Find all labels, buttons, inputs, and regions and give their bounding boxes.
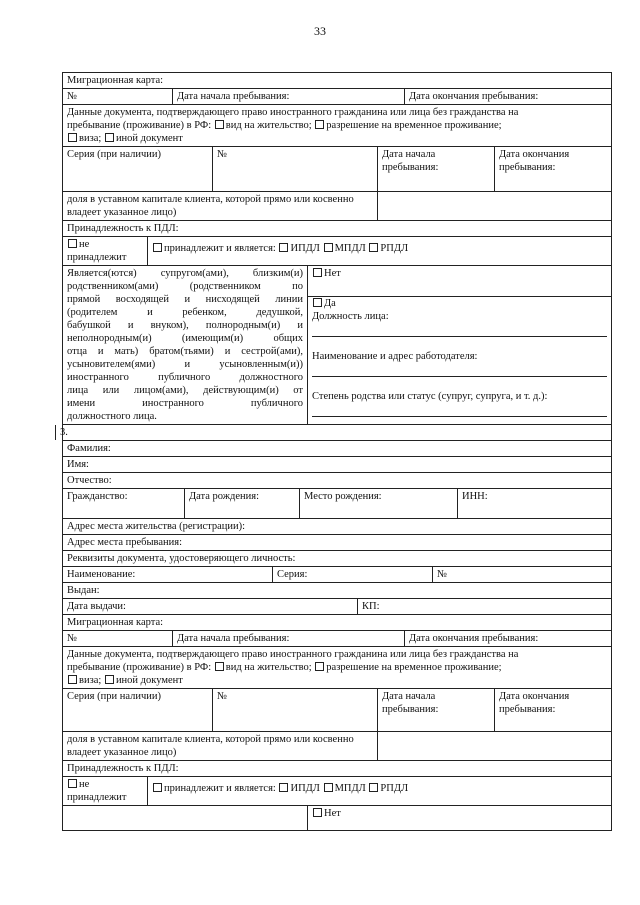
relatives-text-line: родственником(ами) (родственником по bbox=[67, 281, 303, 292]
temp-residence-checkbox[interactable] bbox=[315, 120, 324, 129]
other-doc-label: иной документ bbox=[115, 133, 183, 144]
visa-checkbox[interactable] bbox=[68, 133, 77, 142]
series-number-field-2[interactable]: № bbox=[213, 689, 378, 731]
patronymic-field[interactable]: Отчество: bbox=[63, 473, 612, 488]
relatives-text-line: прямой восходящей и нисходящей линии bbox=[67, 294, 303, 305]
employer-field[interactable] bbox=[312, 363, 607, 377]
inn-field[interactable]: ИНН: bbox=[458, 489, 612, 518]
pdl-not-belongs-label-2: не принадлежит bbox=[67, 779, 127, 803]
pdl-options-row-2 bbox=[62, 776, 612, 805]
visa-label-2: виза; bbox=[79, 675, 102, 686]
relatives-no-label: Нет bbox=[324, 268, 341, 279]
migration-stay-start-field[interactable]: Дата начала пребывания: bbox=[173, 89, 405, 104]
share-capital-label-2: доля в уставном капитале клиента, которой прямо или косвенно владеет указанное лицо) bbox=[63, 732, 378, 760]
birth-place-field[interactable]: Место рождения: bbox=[300, 489, 458, 518]
series-number-field[interactable]: № bbox=[213, 147, 378, 191]
ipdl-label-2: ИПДЛ bbox=[290, 783, 320, 794]
relation-degree-field[interactable] bbox=[312, 403, 607, 417]
ipdl-checkbox-2[interactable] bbox=[279, 783, 288, 792]
series-row bbox=[62, 146, 612, 191]
share-capital-value[interactable] bbox=[378, 192, 612, 220]
relatives-text-line: Является(ются) супругом(ами), близким(и) bbox=[67, 268, 303, 279]
other-doc-checkbox[interactable] bbox=[105, 133, 114, 142]
relatives-yes-checkbox[interactable] bbox=[313, 298, 322, 307]
stay-document-options-2 bbox=[67, 132, 607, 145]
pdl-belongs-label-2: принадлежит и является: bbox=[164, 783, 276, 794]
relatives-question-2 bbox=[63, 806, 308, 830]
doc-series-field[interactable]: Серия: bbox=[273, 567, 433, 582]
migration-stay-end-field[interactable]: Дата окончания пребывания: bbox=[405, 89, 612, 104]
temp-residence-checkbox-2[interactable] bbox=[315, 662, 324, 671]
relatives-no-checkbox-2[interactable] bbox=[313, 808, 322, 817]
residence-permit-checkbox[interactable] bbox=[215, 120, 224, 129]
other-doc-checkbox-2[interactable] bbox=[105, 675, 114, 684]
migration-card-row bbox=[62, 88, 612, 104]
pdl-belongs-checkbox-2[interactable] bbox=[153, 783, 162, 792]
id-doc-label: Реквизиты документа, удостоверяющего личность: bbox=[63, 551, 612, 566]
stay-document-options-2b bbox=[67, 674, 607, 687]
doc-date-start-field-2[interactable]: Дата начала пребывания: bbox=[378, 689, 495, 731]
temp-residence-label-2: разрешение на временное проживание; bbox=[326, 662, 502, 673]
pdl-not-belongs-checkbox-2[interactable] bbox=[68, 779, 77, 788]
relatives-answer bbox=[308, 266, 612, 424]
stay-address-field[interactable]: Адрес места пребывания: bbox=[63, 535, 612, 550]
residence-permit-label-2: вид на жительство; bbox=[225, 662, 312, 673]
rpdl-label: РПДЛ bbox=[380, 243, 409, 254]
pdl-not-belongs-option[interactable] bbox=[63, 237, 148, 265]
employer-label: Наименование и адрес работодателя: bbox=[312, 351, 478, 362]
pdl-not-belongs-checkbox[interactable] bbox=[68, 239, 77, 248]
kp-field[interactable]: КП: bbox=[358, 599, 612, 614]
mpdl-label: МПДЛ bbox=[334, 243, 366, 254]
doc-date-start-field[interactable]: Дата начала пребывания: bbox=[378, 147, 495, 191]
surname-row bbox=[62, 440, 612, 456]
doc-number-field[interactable]: № bbox=[433, 567, 612, 582]
pdl-belongs-option-2 bbox=[148, 777, 612, 805]
migration-card-number-field[interactable]: № bbox=[63, 89, 173, 104]
reg-address-row bbox=[62, 518, 612, 534]
relatives-text-line: должностного лица. bbox=[67, 411, 157, 422]
position-field[interactable] bbox=[312, 323, 607, 337]
stay-document-label-2: Данные документа, подтверждающего право иностранного гражданина или лица без гражданства на bbox=[67, 649, 519, 660]
stay-document-cell-2 bbox=[63, 647, 612, 688]
stay-document-row-2 bbox=[62, 646, 612, 688]
migration-stay-end-field-2[interactable]: Дата окончания пребывания: bbox=[405, 631, 612, 646]
migration-card-header-row-2 bbox=[62, 614, 612, 630]
relation-degree-label: Степень родства или статус (супруг, супруга, и т. д.): bbox=[312, 391, 548, 402]
relatives-text-line: бабушкой и внуком), полнородным(и) и bbox=[67, 320, 303, 331]
issue-date-row bbox=[62, 598, 612, 614]
name-field[interactable]: Имя: bbox=[63, 457, 612, 472]
birth-date-field[interactable]: Дата рождения: bbox=[185, 489, 300, 518]
relatives-row-2 bbox=[62, 805, 612, 831]
ipdl-label: ИПДЛ bbox=[290, 243, 320, 254]
relatives-text-line: лица или лицом(ами), действующим(и) от bbox=[67, 385, 303, 396]
migration-card-label-2: Миграционная карта: bbox=[63, 615, 612, 630]
patronymic-row bbox=[62, 472, 612, 488]
issued-by-row bbox=[62, 582, 612, 598]
residence-permit-label: вид на жительство; bbox=[225, 120, 312, 131]
stay-address-row bbox=[62, 534, 612, 550]
residence-permit-checkbox-2[interactable] bbox=[215, 662, 224, 671]
migration-card-row-2 bbox=[62, 630, 612, 646]
mpdl-label-2: МПДЛ bbox=[334, 783, 366, 794]
client-form bbox=[62, 72, 612, 831]
stay-document-cell bbox=[63, 105, 612, 146]
relatives-row bbox=[62, 265, 612, 424]
name-row bbox=[62, 456, 612, 472]
pdl-belonging-label: Принадлежность к ПДЛ: bbox=[63, 221, 612, 236]
relatives-no-option[interactable] bbox=[308, 266, 611, 297]
page-number: 33 bbox=[314, 24, 326, 38]
migration-card-number-field-2[interactable]: № bbox=[63, 631, 173, 646]
mpdl-checkbox[interactable] bbox=[324, 243, 333, 252]
migration-stay-start-field-2[interactable]: Дата начала пребывания: bbox=[173, 631, 405, 646]
stay-document-options-2a bbox=[67, 661, 607, 674]
other-doc-label-2: иной документ bbox=[115, 675, 183, 686]
stay-document-row bbox=[62, 104, 612, 146]
relatives-no-checkbox[interactable] bbox=[313, 268, 322, 277]
pdl-header-row bbox=[62, 220, 612, 236]
share-capital-row bbox=[62, 191, 612, 220]
relatives-text-line: отца и мать) братом(тьями) и сестрой(ами), bbox=[67, 346, 303, 357]
migration-card-header-row bbox=[62, 72, 612, 88]
visa-checkbox-2[interactable] bbox=[68, 675, 77, 684]
pdl-header-row-2 bbox=[62, 760, 612, 776]
doc-date-end-field-2[interactable]: Дата окончания пребывания: bbox=[495, 689, 612, 731]
rpdl-checkbox[interactable] bbox=[369, 243, 378, 252]
series-field-2[interactable]: Серия (при наличии) bbox=[63, 689, 213, 731]
migration-card-label: Миграционная карта: bbox=[63, 73, 612, 88]
stay-document-prefix-2: пребывание (проживание) в РФ: bbox=[67, 662, 212, 673]
relatives-question bbox=[63, 266, 308, 424]
relatives-text-line: неполнородным(и) (имеющим(и) общих bbox=[67, 333, 303, 344]
doc-date-end-field[interactable]: Дата окончания пребывания: bbox=[495, 147, 612, 191]
relatives-yes-label: Да bbox=[324, 298, 336, 309]
share-capital-value-2[interactable] bbox=[378, 732, 612, 760]
pdl-not-belongs-label: не принадлежит bbox=[67, 239, 127, 263]
section-3-index: 3. bbox=[55, 425, 612, 440]
pdl-belongs-option bbox=[148, 237, 612, 265]
visa-label: виза; bbox=[79, 133, 102, 144]
issued-by-field[interactable]: Выдан: bbox=[63, 583, 612, 598]
series-row-2 bbox=[62, 688, 612, 731]
surname-field[interactable]: Фамилия: bbox=[63, 441, 612, 456]
rpdl-label-2: РПДЛ bbox=[380, 783, 409, 794]
relatives-no-option-2[interactable] bbox=[308, 806, 612, 830]
relatives-text-line: иностранного публичного должностного bbox=[67, 372, 303, 383]
series-field[interactable]: Серия (при наличии) bbox=[63, 147, 213, 191]
relatives-yes-option bbox=[308, 297, 611, 417]
pdl-belongs-checkbox[interactable] bbox=[153, 243, 162, 252]
pdl-not-belongs-option-2[interactable] bbox=[63, 777, 148, 805]
citizenship-field[interactable]: Гражданство: bbox=[63, 489, 185, 518]
share-capital-label: доля в уставном капитале клиента, которой прямо или косвенно владеет указанное лицо) bbox=[63, 192, 378, 220]
ipdl-checkbox[interactable] bbox=[279, 243, 288, 252]
temp-residence-label: разрешение на временное проживание; bbox=[326, 120, 502, 131]
relatives-text-line: имени иностранного публичного bbox=[67, 398, 303, 409]
section-3-row bbox=[62, 424, 612, 440]
relatives-no-label-2: Нет bbox=[324, 808, 341, 819]
position-label: Должность лица: bbox=[312, 311, 389, 322]
stay-document-options bbox=[67, 119, 607, 132]
doc-name-field[interactable]: Наименование: bbox=[63, 567, 273, 582]
share-capital-row-2 bbox=[62, 731, 612, 760]
pdl-belongs-label: принадлежит и является: bbox=[164, 243, 276, 254]
relatives-text-line: усыновителем(ями) и усыновленным(и)) bbox=[67, 359, 303, 370]
relatives-text-line: (родителем и ребенком, дедушкой, bbox=[67, 307, 303, 318]
citizenship-row bbox=[62, 488, 612, 518]
pdl-belonging-label-2: Принадлежность к ПДЛ: bbox=[63, 761, 612, 776]
doc-name-row bbox=[62, 566, 612, 582]
reg-address-field[interactable]: Адрес места жительства (регистрации): bbox=[63, 519, 612, 534]
issue-date-field[interactable]: Дата выдачи: bbox=[63, 599, 358, 614]
rpdl-checkbox-2[interactable] bbox=[369, 783, 378, 792]
id-doc-row bbox=[62, 550, 612, 566]
pdl-options-row bbox=[62, 236, 612, 265]
stay-document-prefix: пребывание (проживание) в РФ: bbox=[67, 120, 212, 131]
mpdl-checkbox-2[interactable] bbox=[324, 783, 333, 792]
stay-document-label: Данные документа, подтверждающего право иностранного гражданина или лица без гражданства на bbox=[67, 107, 519, 118]
